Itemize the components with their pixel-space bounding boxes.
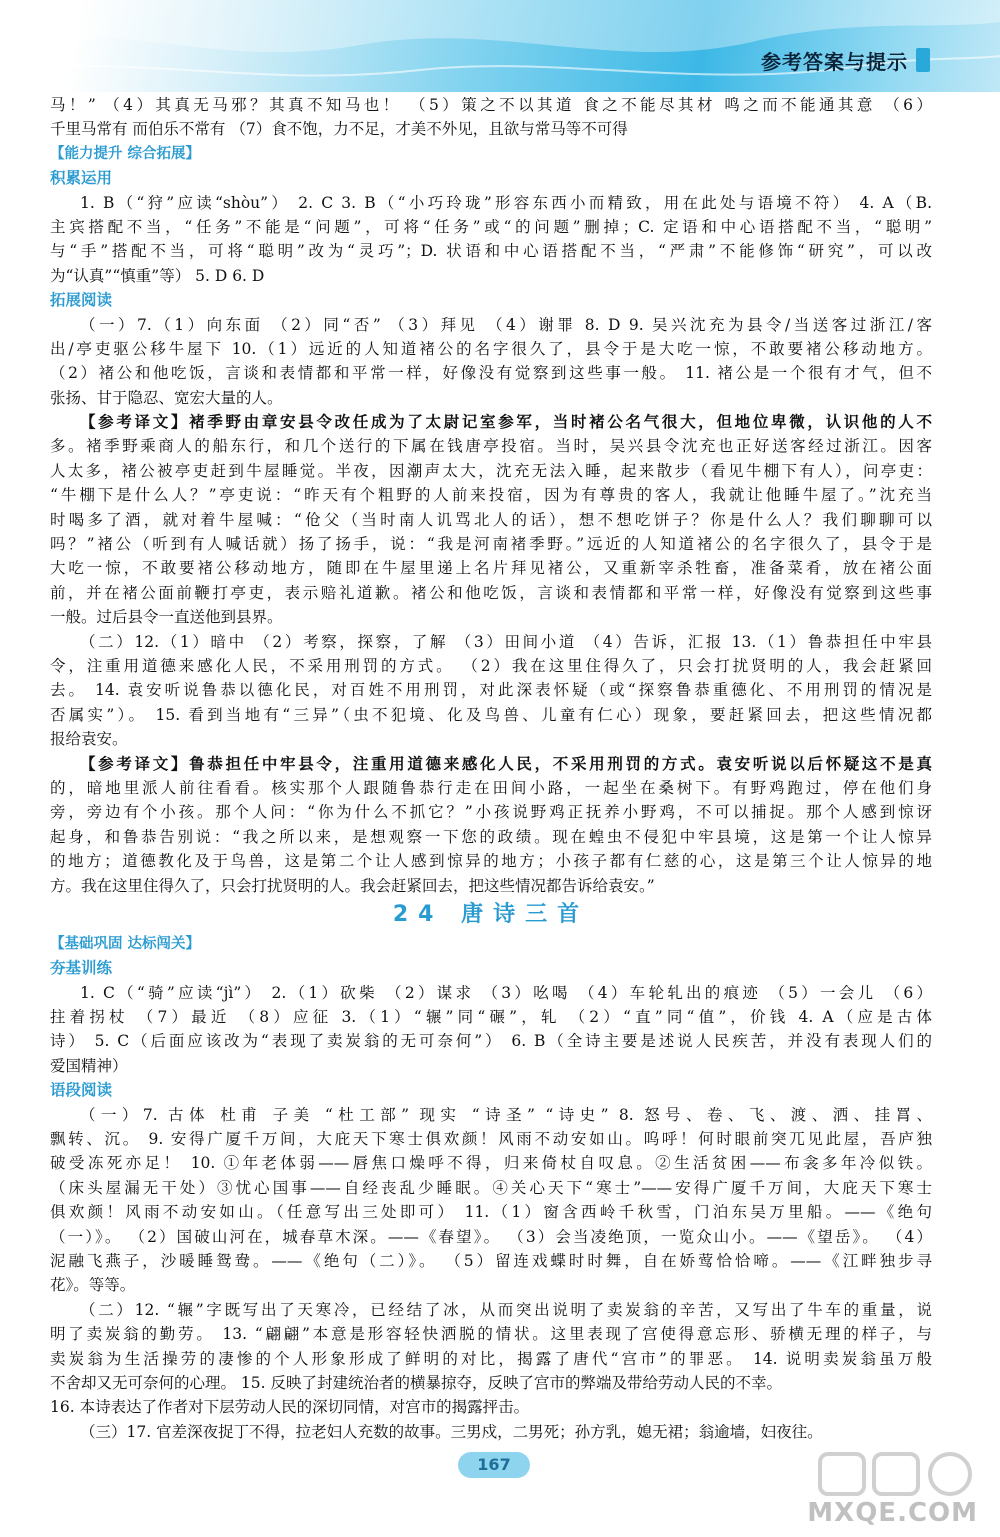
text-line: 【参考译文】鲁恭担任中牢县令，注重用道德来感化人民，不采用刑罚的方式。袁安听说以后怀疑这不是真 bbox=[80, 753, 932, 773]
text-line: 一般。过后县令一直送他到县界。 bbox=[50, 608, 283, 627]
answer-content bbox=[50, 93, 932, 1444]
text-line: 张扬、甘于隐忍、宽宏大量的人。 bbox=[50, 388, 283, 407]
subsection-heading: 夯基训练 bbox=[50, 959, 113, 978]
text-line: 1. C（“骑”应读“jì”） 2.（1）砍柴 （2）谋求 （3）吆喝 （4）车轮轧出的痕迹 （5）一会儿 （6） bbox=[80, 983, 932, 1002]
text-line: （三）17. 官差深夜捉丁不得，拉老妇人充数的故事。三男戍，二男死；孙方乳，媳无裙；翁逾墙，妇夜往。 bbox=[80, 1422, 823, 1441]
text-line: （二）12. “辗”字既写出了天寒冷，已经结了冰，从而突出说明了卖炭翁的辛苦，又写出了牛车的重量，说 bbox=[80, 1300, 932, 1319]
text-line: （2）褚公和他吃饭，言谈和表情都和平常一样，好像没有觉察到这些事一般。 11. 褚公是一个很有才气，但不 bbox=[50, 364, 932, 383]
text-line: 起身，和鲁恭告别说：“我之所以来，是想观察一下您的政绩。现在蝗虫不侵犯中牢县境，这是第一个让人惊异 bbox=[50, 827, 932, 846]
text-line: 令，注重用道德来感化人民，不采用刑罚的方式。 （2）我在这里住得久了，只会打扰贤明的人，我会赶紧回 bbox=[50, 656, 932, 675]
section-heading: 【基础巩固 达标闯关】 bbox=[50, 935, 201, 952]
text-line: 泥融飞燕子，沙暖睡鸳鸯。——《绝句（二）》。 （5）留连戏蝶时时舞，自在娇莺恰恰啼。——《江畔独步寻 bbox=[50, 1251, 932, 1270]
text-line: （二）12.（1）暗中 （2）考察，探察，了解 （3）田间小道 （4）告诉，汇报 13.（1）鲁恭担任中牢县 bbox=[80, 632, 932, 651]
text-line: 吗？”褚公（听到有人喊话就）扬了扬手，说：“我是河南褚季野。”远近的人知道褚公的名字很久了，县令于是 bbox=[50, 535, 932, 554]
text-line: （一）7.（1）向东面 （2）同“否” （3）拜见 （4）谢罪 8. D 9. 吴兴沈充为县令/当送客过浙江/客 bbox=[80, 315, 932, 334]
text-line: 为“认真”“慎重”等） 5. D 6. D bbox=[50, 266, 265, 285]
text-line: 拄着拐杖 （7）最近 （8）应征 3.（1）“辗”同“碾”，轧 （2）“直”同“值”，价钱 4. A（应是古体 bbox=[50, 1008, 932, 1027]
text-line: 卖炭翁为生活操劳的凄惨的个人形象形成了鲜明的对比，揭露了唐代“宫市”的罪恶。 14. 说明卖炭翁虽万般 bbox=[50, 1349, 932, 1368]
watermark-text: MXQE.COM bbox=[807, 1498, 978, 1528]
text-line: 多。褚季野乘商人的船东行，和几个送行的下属在钱唐亭投宿。当时，吴兴县令沈充也正好送客经过浙江。因客 bbox=[50, 437, 932, 456]
text-line: 的，暗地里派人前往看看。核实那个人跟随鲁恭行走在田间小路，一起坐在桑树下。有野鸡跑过，停在他们身 bbox=[50, 778, 932, 797]
text-line: 爱国精神） bbox=[50, 1056, 128, 1075]
lesson-title: 24 唐诗三首 bbox=[392, 901, 590, 927]
text-line: 方。我在这里住得久了，只会打扰贤明的人。我会赶紧回去，把这些情况都告诉给袁安。” bbox=[50, 876, 655, 895]
text-line: 前，并在褚公面前鞭打亭吏，表示赔礼道歉。褚公和他吃饭，言谈和表情都和平常一样，好像没有觉察到这些事 bbox=[50, 583, 932, 602]
text-line: 马！” （4）其真无马邪？其真不知马也！ （5）策之不以其道 食之不能尽其材 鸣之而不能通其意 （6） bbox=[50, 96, 932, 114]
subsection-heading: 拓展阅读 bbox=[50, 291, 113, 310]
text-line: 主宾搭配不当，“任务”不能是“问题”，可将“任务”或“的问题”删掉；C. 定语和中心语搭配不当，“聪明” bbox=[50, 217, 932, 236]
header-title: 参考答案与提示 bbox=[761, 50, 908, 74]
subsection-heading: 语段阅读 bbox=[50, 1081, 113, 1100]
text-line: 诗） 5. C（后面应该改为“表现了卖炭翁的无可奈何”） 6. B（全诗主要是述说人民疾苦，并没有表现人们的 bbox=[50, 1032, 932, 1051]
text-line: 与“手”搭配不当，可将“聪明”改为“灵巧”；D. 状语和中心语搭配不当，“严肃”不能修饰“研究”，可以改 bbox=[50, 242, 932, 261]
text-line: 报给袁安。 bbox=[50, 730, 128, 749]
text-line: 花》。等等。 bbox=[50, 1276, 136, 1295]
text-line: 飘转、沉。 9. 安得广厦千万间，大庇天下寒士俱欢颜！风雨不动安如山。呜呼！何时眼前突兀见此屋，吾庐独 bbox=[50, 1130, 932, 1149]
section-heading: 【能力提升 综合拓展】 bbox=[50, 145, 201, 162]
text-line: 大吃一惊，不敢要褚公移动地方，随即在牛屋里递上名片拜见褚公，又重新宰杀牲畜，准备菜肴，放在褚公面 bbox=[50, 559, 932, 578]
text-line: 不舍却又无可奈何的心理。 15. 反映了封建统治者的横暴掠夺，反映了宫市的弊端及带给劳动人民的不幸。 bbox=[50, 1373, 783, 1392]
text-line: 人太多，褚公被亭吏赶到牛屋睡觉。半夜，因潮声太大，沈充无法入睡，起来散步（看见牛棚下有人），问亭吏： bbox=[50, 461, 932, 480]
text-line: “牛棚下是什么人？”亭吏说：“昨天有个粗野的人前来投宿，因为有尊贵的客人，我就让他睡牛屋了。”沈充当 bbox=[50, 486, 932, 505]
text-line: 时喝多了酒，就对着牛屋喊：“伧父（当时南人讥骂北人的话），想不想吃饼子？你是什么人？我们聊聊可以 bbox=[50, 510, 932, 529]
text-line: 【参考译文】褚季野由章安县令改任成为了太尉记室参军，当时褚公名气很大，但地位卑微，认识他的人不 bbox=[80, 412, 932, 432]
text-line: （一）7. 古体 杜甫 子美 “杜工部” 现实 “诗圣” “诗史” 8. 怒号、卷、飞、渡、洒、挂罥、 bbox=[80, 1105, 932, 1124]
text-line: 的地方；道德教化及于鸟兽，这是第二个让人感到惊异的地方；小孩子都有仁慈的心，这是第三个让人惊异的地 bbox=[50, 852, 932, 871]
text-line: 俱欢颜！风雨不动安如山。（任意写出三处即可） 11.（1）窗含西岭千秋雪，门泊东吴万里船。——《绝句 bbox=[50, 1203, 932, 1222]
text-line: 出/亭吏驱公移牛屋下 10.（1）远近的人知道褚公的名字很久了，县令于是大吃一惊，不敢要褚公移动地方。 bbox=[50, 339, 932, 358]
subsection-heading: 积累运用 bbox=[50, 169, 113, 188]
text-line: 去。 14. 袁安听说鲁恭以德化民，对百姓不用刑罚，对此深表怀疑（或“探察鲁恭重德化、不用刑罚的情况是 bbox=[50, 681, 932, 700]
header-tab-marker bbox=[916, 48, 930, 72]
text-line: 明了卖炭翁的勤劳。 13. “翩翩”本意是形容轻快洒脱的情状。这里表现了宫使得意忘形、骄横无理的样子，与 bbox=[50, 1325, 932, 1344]
text-line: 破受冻死亦足！ 10. ①年老体弱——唇焦口燥呼不得，归来倚杖自叹息。②生活贫困——布衾多年冷似铁。 bbox=[50, 1154, 932, 1173]
text-line: 16. 本诗表达了作者对下层劳动人民的深切同情，对宫市的揭露抨击。 bbox=[50, 1398, 530, 1417]
text-line: 否属实”）。 15. 看到当地有“三异”（虫不犯境、化及鸟兽、儿童有仁心）现象，要赶紧回去，把这些情况都 bbox=[50, 705, 932, 724]
text-line: 1. B（“狩”应读“shòu”） 2. C 3. B（“小巧玲珑”形容东西小而精致，用在此处与语境不符） 4. A（B. bbox=[80, 193, 932, 212]
text-line: 千里马常有 而伯乐不常有 （7）食不饱，力不足，才美不外见，且欲与常马等不可得 bbox=[50, 120, 628, 139]
text-line: 旁，旁边有个小孩。那个人问：“你为什么不抓它？”小孩说野鸡正抚养小野鸡，不可以捕捉。那个人感到惊讶 bbox=[50, 803, 932, 822]
text-line: （一）》。 （2）国破山河在，城春草木深。——《春望》。 （3）会当凌绝顶，一览众山小。——《望岳》。 （4） bbox=[50, 1227, 932, 1246]
page-number: 167 bbox=[458, 1452, 530, 1478]
text-line: （床头屋漏无干处）③忧心国事——自经丧乱少睡眠。④关心天下“寒士”——安得广厦千万间，大庇天下寒士 bbox=[50, 1178, 932, 1197]
